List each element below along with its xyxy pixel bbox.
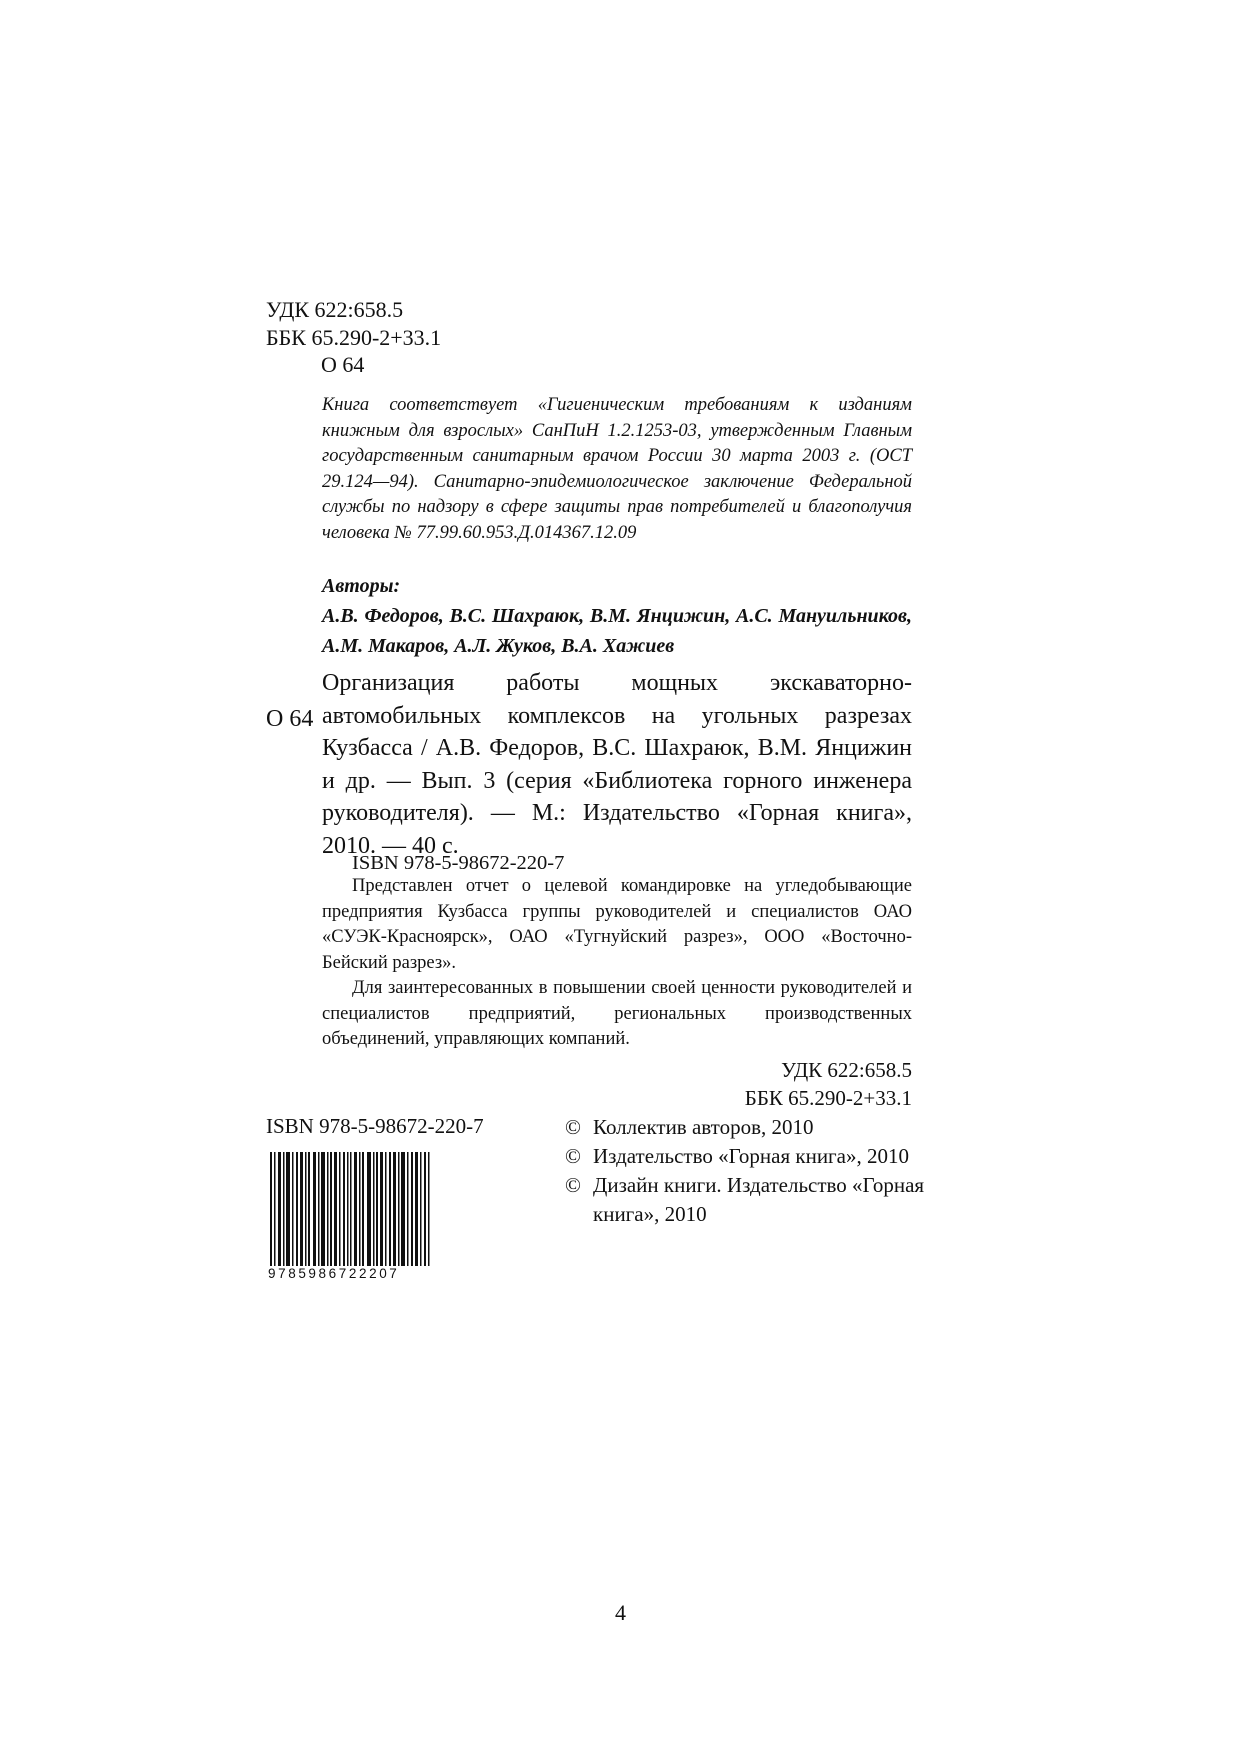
copyright-item [565, 1142, 925, 1171]
author-mark: О 64 [321, 352, 365, 377]
summary [322, 874, 912, 1053]
barcode [266, 1150, 436, 1284]
authors-block [322, 571, 912, 661]
isbn-label: ISBN 978-5-98672-220-7 [266, 1114, 484, 1138]
barcode-graphic [266, 1150, 436, 1284]
copyright-symbol: © [565, 1173, 581, 1197]
copyright-symbol: © [565, 1144, 581, 1168]
udk-code-right: УДК 622:658.5 [781, 1058, 912, 1082]
library-codes [266, 296, 566, 379]
catalog-isbn: ISBN 978-5-98672-220-7 [352, 852, 565, 874]
summary-paragraph-2: Для заинтересованных в повышении своей ценности руководителей и специалистов предприятий, региональных производственных объединений, управляющих компаний. [322, 978, 912, 1049]
copyright-text: Издательство «Горная книга», 2010 [593, 1144, 909, 1168]
copyright-block [565, 1113, 925, 1229]
catalog-description: Организация работы мощных экскаваторно-автомобильных комплексов на угольных разрезах Кузбасса / А.В. Федоров, В.С. Шахраюк, В.М. Янцижин и др. — Вып. 3 (серия «Библиотека горного инженера руководителя). — М.: Издательство «Горная книга», 2010. — 40 с. [322, 670, 912, 859]
copyright-text: Дизайн книги. Издательство «Горная книга», 2010 [593, 1173, 925, 1226]
barcode-digits: 9785986722207 [268, 1266, 436, 1282]
authors-names: А.В. Федоров, В.С. Шахраюк, В.М. Янцижин, А.С. Мануильников, А.М. Макаров, А.Л. Жуков, В.А. Хажиев [322, 605, 912, 657]
authors-heading: Авторы: [322, 575, 401, 597]
codes-right [745, 1056, 912, 1112]
copyright-text: Коллектив авторов, 2010 [593, 1115, 814, 1139]
copyright-item [565, 1171, 925, 1229]
summary-paragraph-1: Представлен отчет о целевой командировке на угледобывающие предприятия Кузбасса группы руководителей и специалистов ОАО «СУЭК-Красноярск», ОАО «Тугнуйский разрез», ООО «Восточно-Бейский разрез». [322, 876, 912, 973]
copyright-symbol: © [565, 1115, 581, 1139]
udk-code: УДК 622:658.5 [266, 297, 404, 322]
copyright-item [565, 1113, 925, 1142]
page-number: 4 [615, 1600, 626, 1625]
hygiene-notice: Книга соответствует «Гигиеническим требованиям к изданиям книжным для взрослых» СанПиН 1.2.1253-03, утвержденным Главным государственным санитарным врачом России 30 марта 2003 г. (ОСТ 29.124—94). Санитарно-эпидемиологическое заключение Федеральной службы по надзору в сфере защиты прав потребителей и благополучия человека № 77.99.60.953.Д.014367.12.09 [322, 395, 912, 543]
bbk-code: ББК 65.290-2+33.1 [266, 324, 442, 350]
bbk-code-right: ББК 65.290-2+33.1 [744, 1086, 912, 1110]
catalog-code: О 64 [266, 706, 314, 732]
